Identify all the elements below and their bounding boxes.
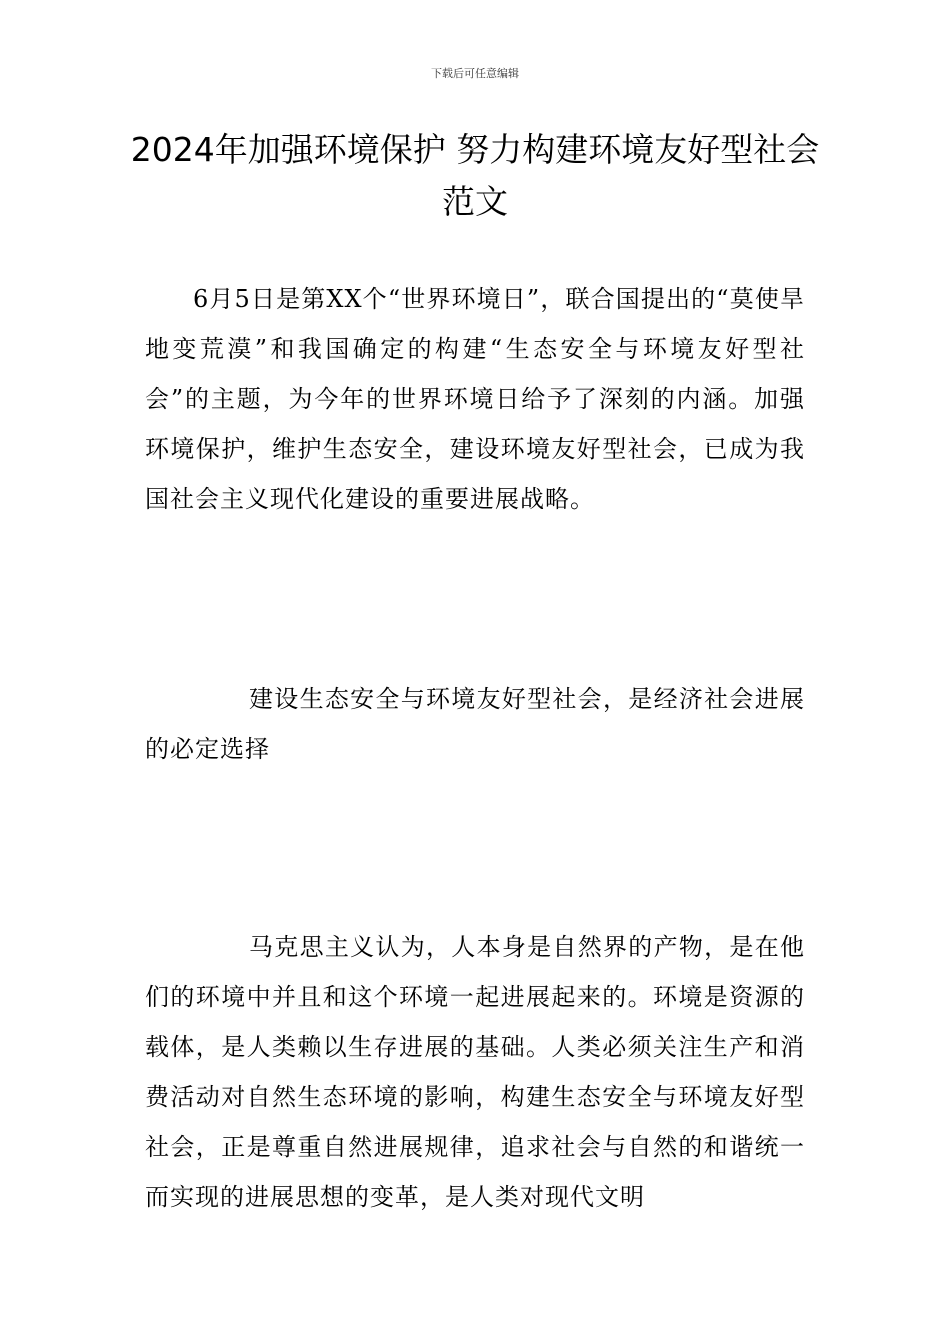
header-note: 下载后可任意编辑 [431,67,519,80]
paragraph-section-heading: 建设生态安全与环境友好型社会，是经济社会进展的必定选择 [145,685,805,763]
paragraph-body: 马克思主义认为，人本身是自然界的产物，是在他们的环境中并且和这个环境一起进展起来的。环境是资源的载体，是人类赖以生存进展的基础。人类必须关注生产和消费活动对自然生态环境的影响，构建生态安全与环境友好型社会，正是尊重自然进展规律，追求社会与自然的和谐统一而实现的进展思想的变革，是人类对现代文明 [145,933,805,1211]
document-title: 2024年加强环境保护 努力构建环境友好型社会范文 [130,130,820,221]
paragraph-intro: 6月5日是第XX个“世界环境日”，联合国提出的“莫使旱地变荒漠”和我国确定的构建“生态安全与环境友好型社会”的主题，为今年的世界环境日给予了深刻的内涵。加强环境保护，维护生态安全，建设环境友好型社会，已成为我国社会主义现代化建设的重要进展战略。 [145,285,805,513]
